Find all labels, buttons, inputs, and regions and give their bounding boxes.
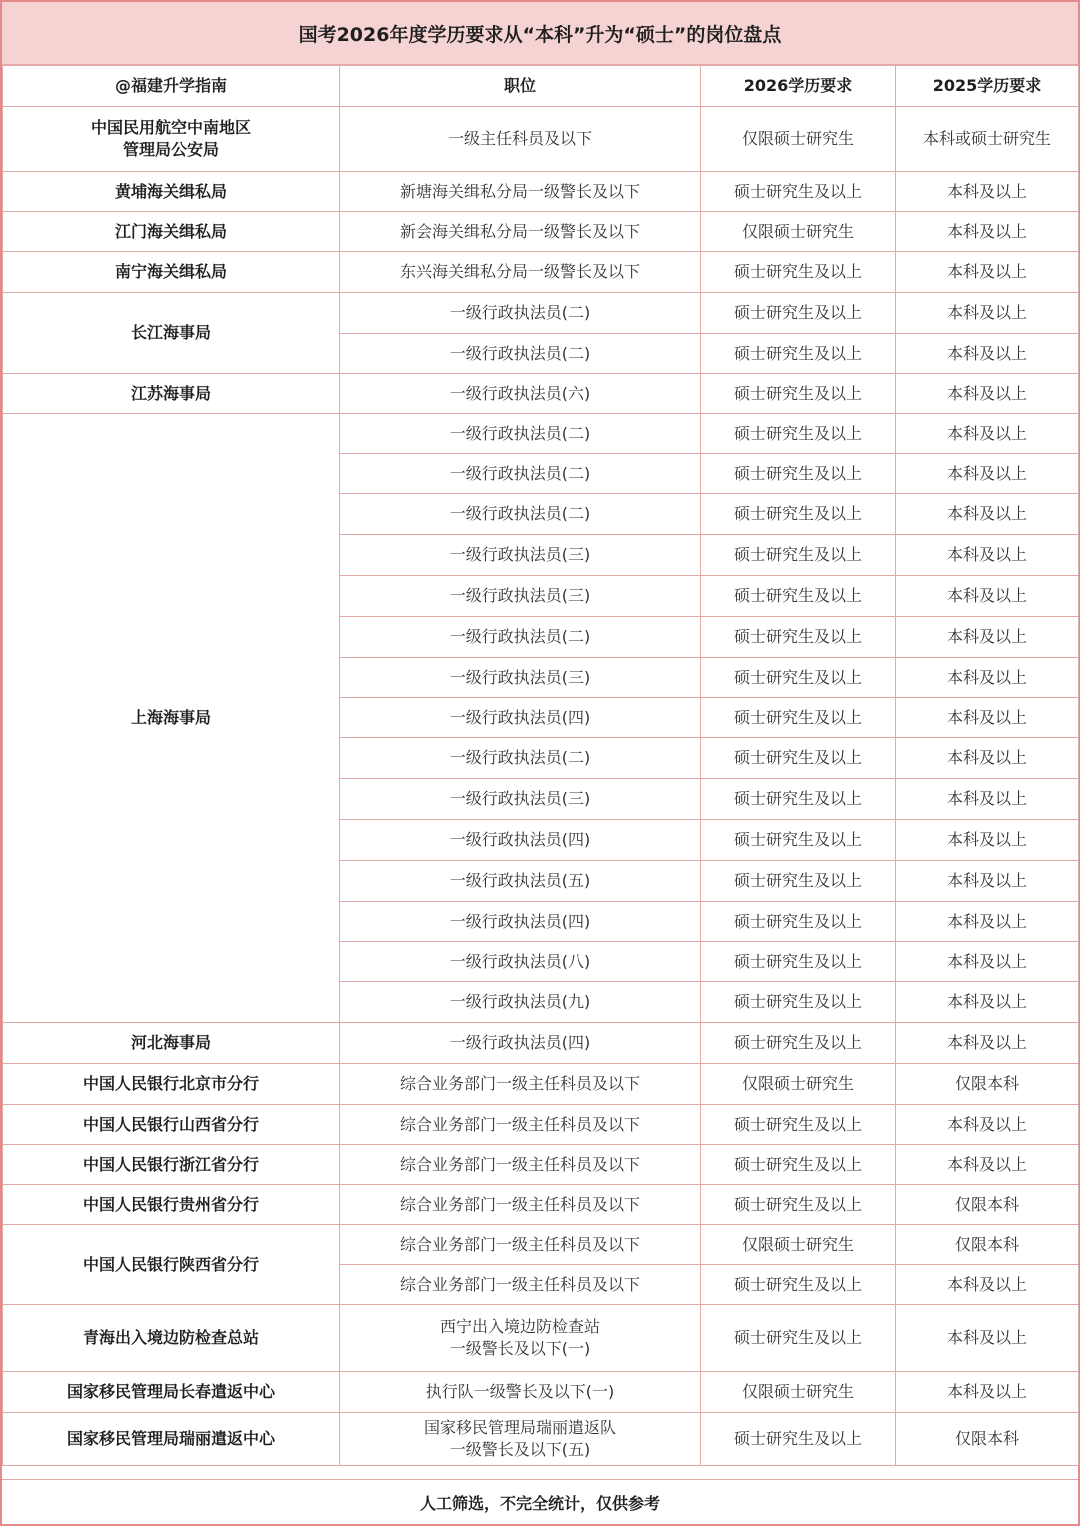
- cell-req-2025: 本科及以上: [896, 738, 1079, 779]
- table-body: [3, 107, 1079, 1466]
- cell-org: 南宁海关缉私局: [3, 252, 340, 293]
- cell-req-2026: 硕士研究生及以上: [701, 1105, 896, 1145]
- cell-req-2025: 仅限本科: [896, 1185, 1079, 1225]
- table-row: [3, 1145, 1079, 1185]
- cell-org: 长江海事局: [3, 293, 340, 374]
- cell-position: 一级行政执法员(二): [340, 414, 701, 454]
- cell-req-2026: 硕士研究生及以上: [701, 1023, 896, 1064]
- table-row: [3, 1185, 1079, 1225]
- cell-req-2026: 硕士研究生及以上: [701, 1413, 896, 1466]
- cell-req-2025: 本科及以上: [896, 1305, 1079, 1372]
- cell-position: 一级行政执法员(二): [340, 738, 701, 779]
- table-row: [3, 1064, 1079, 1105]
- table-row: [3, 107, 1079, 172]
- cell-req-2026: 硕士研究生及以上: [701, 293, 896, 334]
- cell-req-2025: 本科及以上: [896, 374, 1079, 414]
- cell-position: 综合业务部门一级主任科员及以下: [340, 1265, 701, 1305]
- cell-org: 上海海事局: [3, 414, 340, 1023]
- table-row: [3, 172, 1079, 212]
- cell-org: 河北海事局: [3, 1023, 340, 1064]
- footer-note: 人工筛选，不完全统计，仅供参考: [2, 1479, 1078, 1524]
- cell-req-2025: 仅限本科: [896, 1225, 1079, 1265]
- cell-position: 综合业务部门一级主任科员及以下: [340, 1064, 701, 1105]
- table-row: [3, 212, 1079, 252]
- cell-req-2026: 硕士研究生及以上: [701, 942, 896, 982]
- cell-req-2026: 硕士研究生及以上: [701, 738, 896, 779]
- cell-req-2026: 硕士研究生及以上: [701, 1265, 896, 1305]
- cell-org: 青海出入境边防检查总站: [3, 1305, 340, 1372]
- cell-org: 江门海关缉私局: [3, 212, 340, 252]
- cell-req-2026: 硕士研究生及以上: [701, 779, 896, 820]
- cell-req-2025: 本科及以上: [896, 293, 1079, 334]
- cell-position: 一级行政执法员(八): [340, 942, 701, 982]
- cell-org: 中国人民银行北京市分行: [3, 1064, 340, 1105]
- cell-req-2025: 本科及以上: [896, 212, 1079, 252]
- cell-req-2026: 硕士研究生及以上: [701, 658, 896, 698]
- cell-req-2025: 本科及以上: [896, 1145, 1079, 1185]
- table-row: [3, 1105, 1079, 1145]
- cell-req-2025: 本科及以上: [896, 535, 1079, 576]
- table-header-row: [3, 66, 1079, 107]
- cell-req-2025: 本科及以上: [896, 1372, 1079, 1413]
- cell-position: 西宁出入境边防检查站 一级警长及以下(一): [340, 1305, 701, 1372]
- cell-position: 一级行政执法员(三): [340, 658, 701, 698]
- cell-position: 综合业务部门一级主任科员及以下: [340, 1225, 701, 1265]
- cell-req-2026: 硕士研究生及以上: [701, 576, 896, 617]
- cell-req-2026: 硕士研究生及以上: [701, 1145, 896, 1185]
- cell-position: 一级行政执法员(二): [340, 494, 701, 535]
- cell-position: 一级行政执法员(九): [340, 982, 701, 1023]
- cell-position: 一级行政执法员(三): [340, 576, 701, 617]
- cell-org: 国家移民管理局瑞丽遣返中心: [3, 1413, 340, 1466]
- table-row: [3, 374, 1079, 414]
- cell-req-2025: 本科及以上: [896, 494, 1079, 535]
- cell-req-2025: 本科及以上: [896, 576, 1079, 617]
- cell-req-2026: 硕士研究生及以上: [701, 535, 896, 576]
- cell-req-2025: 本科及以上: [896, 942, 1079, 982]
- cell-position: 一级行政执法员(二): [340, 454, 701, 494]
- cell-position: 一级主任科员及以下: [340, 107, 701, 172]
- cell-org: 中国人民银行陕西省分行: [3, 1225, 340, 1305]
- cell-req-2026: 硕士研究生及以上: [701, 334, 896, 374]
- cell-req-2025: 本科及以上: [896, 658, 1079, 698]
- cell-position: 执行队一级警长及以下(一): [340, 1372, 701, 1413]
- cell-req-2026: 硕士研究生及以上: [701, 1305, 896, 1372]
- table-row: [3, 293, 1079, 334]
- header-req-2025: 2025学历要求: [896, 66, 1079, 107]
- table-row: [3, 1413, 1079, 1466]
- cell-req-2025: 本科及以上: [896, 1105, 1079, 1145]
- cell-position: 一级行政执法员(二): [340, 334, 701, 374]
- cell-req-2025: 本科及以上: [896, 617, 1079, 658]
- cell-org: 中国人民银行山西省分行: [3, 1105, 340, 1145]
- cell-req-2026: 硕士研究生及以上: [701, 414, 896, 454]
- cell-req-2026: 硕士研究生及以上: [701, 861, 896, 902]
- cell-position: 一级行政执法员(四): [340, 820, 701, 861]
- cell-req-2025: 本科及以上: [896, 1265, 1079, 1305]
- cell-req-2026: 硕士研究生及以上: [701, 494, 896, 535]
- cell-req-2025: 仅限本科: [896, 1064, 1079, 1105]
- cell-position: 综合业务部门一级主任科员及以下: [340, 1145, 701, 1185]
- cell-req-2026: 硕士研究生及以上: [701, 820, 896, 861]
- table-row: [3, 252, 1079, 293]
- cell-req-2026: 仅限硕士研究生: [701, 212, 896, 252]
- header-req-2026: 2026学历要求: [701, 66, 896, 107]
- cell-position: 一级行政执法员(二): [340, 617, 701, 658]
- positions-table: [2, 65, 1079, 1466]
- cell-position: 一级行政执法员(四): [340, 698, 701, 738]
- cell-position: 一级行政执法员(三): [340, 535, 701, 576]
- cell-position: 一级行政执法员(四): [340, 902, 701, 942]
- cell-position: 国家移民管理局瑞丽遣返队 一级警长及以下(五): [340, 1413, 701, 1466]
- cell-req-2025: 本科及以上: [896, 454, 1079, 494]
- cell-org: 江苏海事局: [3, 374, 340, 414]
- table-row: [3, 1372, 1079, 1413]
- cell-position: 一级行政执法员(六): [340, 374, 701, 414]
- cell-org: 黄埔海关缉私局: [3, 172, 340, 212]
- page-title: 国考2026年度学历要求从“本科”升为“硕士”的岗位盘点: [2, 2, 1078, 65]
- cell-position: 一级行政执法员(三): [340, 779, 701, 820]
- cell-position: 一级行政执法员(四): [340, 1023, 701, 1064]
- cell-req-2025: 本科及以上: [896, 252, 1079, 293]
- cell-req-2026: 仅限硕士研究生: [701, 107, 896, 172]
- cell-req-2025: 本科及以上: [896, 982, 1079, 1023]
- header-org: @福建升学指南: [3, 66, 340, 107]
- table-row: [3, 1305, 1079, 1372]
- cell-req-2026: 硕士研究生及以上: [701, 698, 896, 738]
- cell-req-2025: 本科及以上: [896, 1023, 1079, 1064]
- cell-req-2025: 本科或硕士研究生: [896, 107, 1079, 172]
- cell-req-2026: 硕士研究生及以上: [701, 252, 896, 293]
- cell-position: 一级行政执法员(五): [340, 861, 701, 902]
- cell-req-2025: 仅限本科: [896, 1413, 1079, 1466]
- table-row: [3, 1023, 1079, 1064]
- cell-position: 新会海关缉私分局一级警长及以下: [340, 212, 701, 252]
- cell-org: 中国人民银行浙江省分行: [3, 1145, 340, 1185]
- cell-req-2026: 仅限硕士研究生: [701, 1225, 896, 1265]
- cell-position: 综合业务部门一级主任科员及以下: [340, 1185, 701, 1225]
- cell-position: 综合业务部门一级主任科员及以下: [340, 1105, 701, 1145]
- cell-position: 东兴海关缉私分局一级警长及以下: [340, 252, 701, 293]
- cell-req-2026: 硕士研究生及以上: [701, 374, 896, 414]
- cell-req-2026: 硕士研究生及以上: [701, 902, 896, 942]
- cell-req-2025: 本科及以上: [896, 779, 1079, 820]
- cell-req-2026: 仅限硕士研究生: [701, 1372, 896, 1413]
- cell-req-2025: 本科及以上: [896, 820, 1079, 861]
- cell-req-2026: 仅限硕士研究生: [701, 1064, 896, 1105]
- cell-req-2026: 硕士研究生及以上: [701, 617, 896, 658]
- header-position: 职位: [340, 66, 701, 107]
- cell-req-2025: 本科及以上: [896, 861, 1079, 902]
- cell-req-2025: 本科及以上: [896, 902, 1079, 942]
- cell-org: 中国人民银行贵州省分行: [3, 1185, 340, 1225]
- cell-req-2026: 硕士研究生及以上: [701, 982, 896, 1023]
- cell-req-2026: 硕士研究生及以上: [701, 454, 896, 494]
- cell-req-2025: 本科及以上: [896, 334, 1079, 374]
- cell-org: 中国民用航空中南地区 管理局公安局: [3, 107, 340, 172]
- table-row: [3, 414, 1079, 454]
- cell-org: 国家移民管理局长春遣返中心: [3, 1372, 340, 1413]
- cell-req-2026: 硕士研究生及以上: [701, 1185, 896, 1225]
- cell-position: 新塘海关缉私分局一级警长及以下: [340, 172, 701, 212]
- cell-req-2026: 硕士研究生及以上: [701, 172, 896, 212]
- cell-req-2025: 本科及以上: [896, 172, 1079, 212]
- cell-position: 一级行政执法员(二): [340, 293, 701, 334]
- table-row: [3, 1225, 1079, 1265]
- cell-req-2025: 本科及以上: [896, 414, 1079, 454]
- cell-req-2025: 本科及以上: [896, 698, 1079, 738]
